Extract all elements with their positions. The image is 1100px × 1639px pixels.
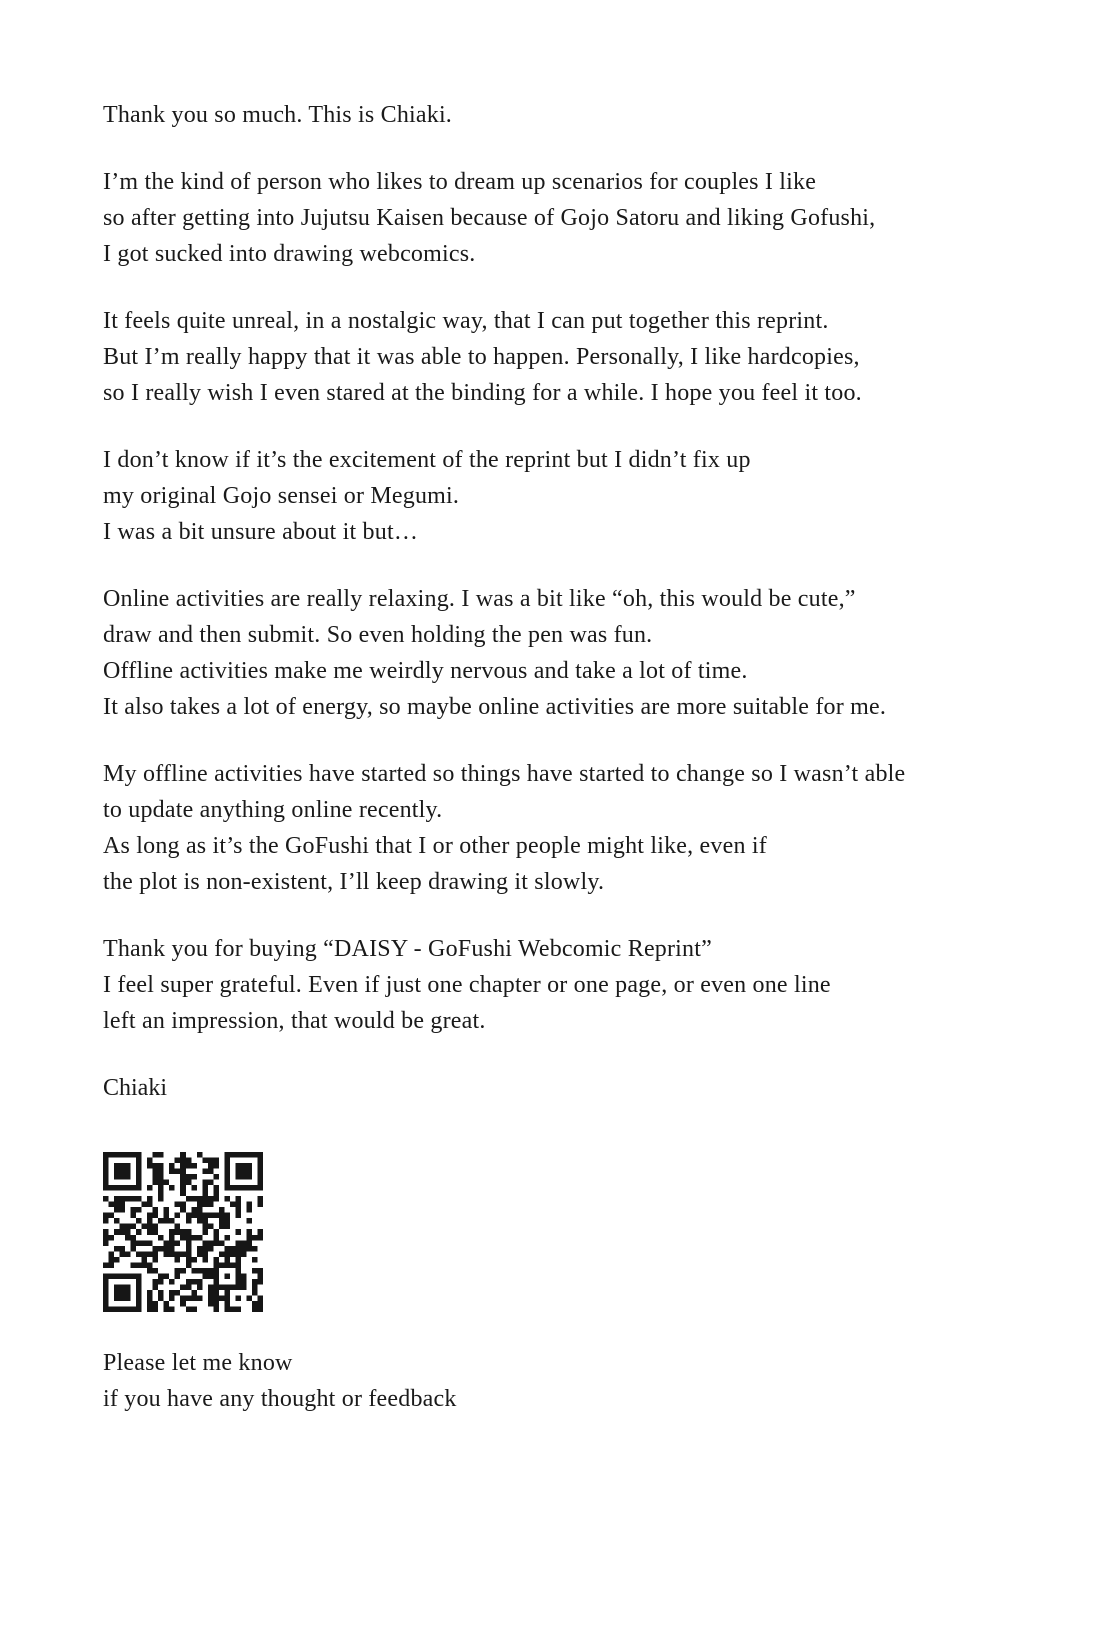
text-line: draw and then submit. So even holding the pen was fun.	[103, 622, 653, 648]
paragraph	[103, 931, 1040, 1039]
text-line: I feel super grateful. Even if just one chapter or one page, or even one line	[103, 972, 831, 998]
text-line: if you have any thought or feedback	[103, 1386, 457, 1412]
text-line: It also takes a lot of energy, so maybe online activities are more suitable for me.	[103, 694, 887, 720]
text-line: I got sucked into drawing webcomics.	[103, 241, 476, 267]
text-line: It feels quite unreal, in a nostalgic way, that I can put together this reprint.	[103, 308, 829, 334]
closing-block	[103, 1345, 1040, 1417]
qr-code-svg	[103, 1152, 263, 1312]
text-line: so I really wish I even stared at the binding for a while. I hope you feel it too.	[103, 380, 862, 406]
text-line: I don’t know if it’s the excitement of the reprint but I didn’t fix up	[103, 447, 751, 473]
text-line: left an impression, that would be great.	[103, 1008, 486, 1034]
paragraph	[103, 97, 1040, 133]
paragraph	[103, 442, 1040, 550]
text-line: my original Gojo sensei or Megumi.	[103, 483, 460, 509]
qr-code-image	[103, 1152, 263, 1312]
text-line: But I’m really happy that it was able to happen. Personally, I like hardcopies,	[103, 344, 860, 370]
paragraph	[103, 303, 1040, 411]
text-line: My offline activities have started so things have started to change so I wasn’t able	[103, 761, 906, 787]
text-line: so after getting into Jujutsu Kaisen because of Gojo Satoru and liking Gofushi,	[103, 205, 876, 231]
text-line: to update anything online recently.	[103, 797, 443, 823]
text-line: As long as it’s the GoFushi that I or other people might like, even if	[103, 833, 767, 859]
text-line: Thank you so much. This is Chiaki.	[103, 102, 453, 128]
letter-body	[103, 97, 1040, 1039]
text-line: Please let me know	[103, 1350, 293, 1376]
text-line: Offline activities make me weirdly nervous and take a lot of time.	[103, 658, 748, 684]
text-line: the plot is non-existent, I’ll keep drawing it slowly.	[103, 869, 605, 895]
text-line: I’m the kind of person who likes to dream up scenarios for couples I like	[103, 169, 817, 195]
paragraph	[103, 756, 1040, 900]
text-line: I was a bit unsure about it but…	[103, 519, 419, 545]
text-line: Online activities are really relaxing. I was a bit like “oh, this would be cute,”	[103, 586, 856, 612]
text-line: Thank you for buying “DAISY - GoFushi Webcomic Reprint”	[103, 936, 712, 962]
signature: Chiaki	[103, 1075, 167, 1101]
paragraph	[103, 581, 1040, 725]
paragraph	[103, 164, 1040, 272]
